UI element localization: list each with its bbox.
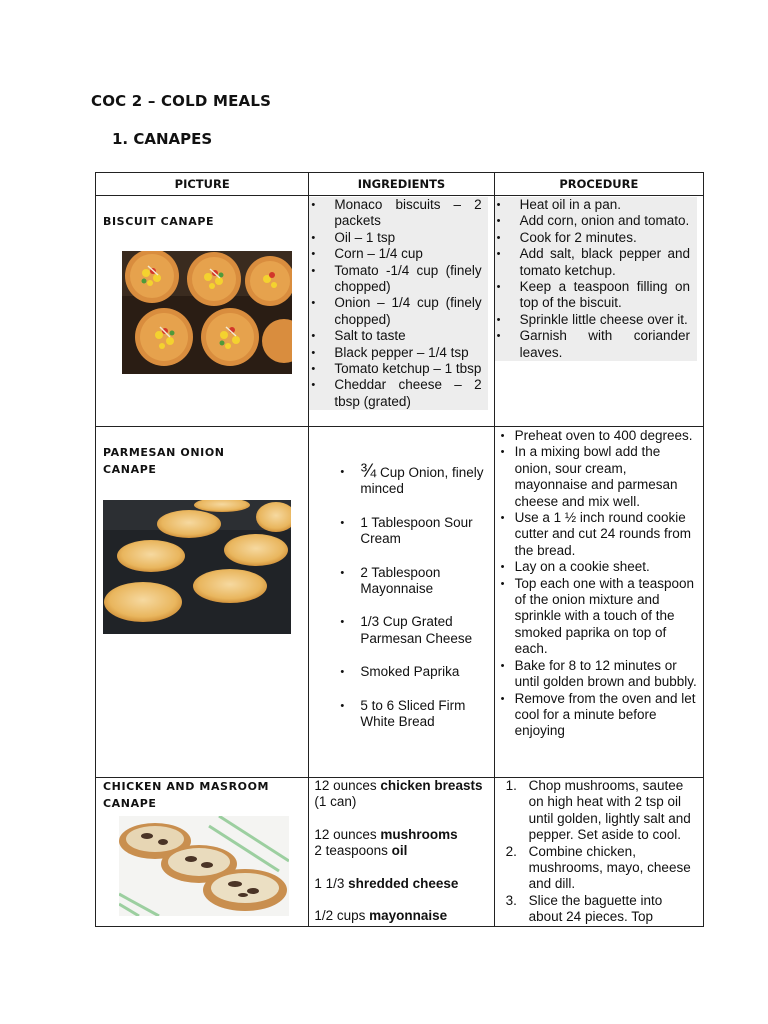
ingredient-item: • Smoked Paprika [309, 664, 493, 680]
procedure-step: • Remove from the oven and let cool for a minute before enjoying [495, 691, 703, 740]
column-header-procedure: PROCEDURE [494, 173, 703, 196]
dish-name: CHICKEN AND MASROOM CANAPE [103, 780, 270, 810]
ingredient-item: 2 teaspoons oil [314, 843, 408, 859]
procedure-step: 2. Combine chicken, mushrooms, mayo, cheese and dill. [505, 843, 691, 892]
procedure-step: • Top each one with a teaspoon of the onion mixture and sprinkle with a touch of the smoked paprika on top of each. [495, 576, 703, 658]
column-header-picture: PICTURE [96, 173, 309, 196]
ingredient-item: 12 ounces mushrooms [314, 826, 458, 842]
ingredient-item: • Black pepper – 1/4 tsp [309, 345, 487, 361]
ingredient-item: • ¾ Cup Onion, finely minced [309, 464, 493, 498]
ingredients-cell [309, 778, 494, 927]
procedure-step: • Bake for 8 to 12 minutes or until golden brown and bubbly. [495, 658, 703, 691]
ingredient-item: 12 ounces chicken breasts (1 can) [314, 778, 483, 810]
procedure-step: • Add salt, black pepper and tomato ketchup. [495, 246, 697, 279]
ingredient-item: • Onion – 1/4 cup (finely chopped) [309, 295, 487, 328]
dish-name: BISCUIT CANAPE [103, 215, 215, 228]
ingredient-item: • 1/3 Cup Grated Parmesan Cheese [309, 614, 493, 647]
table-row [96, 427, 704, 778]
ingredient-item: • Cheddar cheese – 2 tbsp (grated) [309, 377, 487, 410]
procedure-cell [494, 196, 703, 427]
ingredient-item: • Tomato -1/4 cup (finely chopped) [309, 263, 487, 296]
procedure-step: • In a mixing bowl add the onion, sour cream, mayonnaise and parmesan cheese and mix well. [495, 444, 703, 510]
ingredient-item: • Salt to taste [309, 328, 487, 344]
column-header-ingredients: INGREDIENTS [309, 173, 494, 196]
procedure-cell [494, 778, 703, 927]
picture-cell [96, 196, 309, 427]
procedure-step: • Use a 1 ½ inch round cookie cutter and cut 24 rounds from the bread. [495, 510, 703, 559]
ingredient-item: • Oil – 1 tsp [309, 230, 487, 246]
chicken-mushroom-canape-photo [119, 816, 289, 916]
procedure-step: • Keep a teaspoon filling on top of the biscuit. [495, 279, 697, 312]
section-heading: 1. CANAPES [112, 130, 213, 148]
procedure-step: • Add corn, onion and tomato. [495, 213, 697, 229]
picture-cell [96, 778, 309, 927]
procedure-step: • Preheat oven to 400 degrees. [495, 428, 703, 444]
document-title: COC 2 – COLD MEALS [91, 92, 272, 110]
procedure-step: • Lay on a cookie sheet. [495, 559, 703, 575]
procedure-step: 1. Chop mushrooms, sautee on high heat with 2 tsp oil until golden, lightly salt and pepper. Set aside to cool. [505, 778, 691, 843]
procedure-step: • Cook for 2 minutes. [495, 230, 697, 246]
procedure-cell [494, 427, 703, 778]
ingredient-item: 1/2 cups mayonnaise [314, 908, 448, 924]
procedure-step: • Heat oil in a pan. [495, 197, 697, 213]
ingredients-cell [309, 427, 494, 778]
dish-name: PARMESAN ONION CANAPE [103, 446, 225, 476]
ingredient-item: • 1 Tablespoon Sour Cream [309, 515, 493, 548]
ingredients-cell [309, 196, 494, 427]
biscuit-canape-photo [122, 251, 292, 374]
ingredient-item: • Monaco biscuits – 2 packets [309, 197, 487, 230]
ingredient-item: • 2 Tablespoon Mayonnaise [309, 565, 493, 598]
ingredient-item: • Tomato ketchup – 1 tbsp [309, 361, 487, 377]
procedure-step: • Garnish with coriander leaves. [495, 328, 697, 361]
table-row [96, 778, 704, 927]
procedure-step: 3. Slice the baguette into about 24 pieces. Top [505, 892, 663, 925]
picture-cell [96, 427, 309, 778]
ingredient-item: 1 1/3 shredded cheese [314, 875, 459, 891]
parmesan-onion-canape-photo [103, 500, 291, 634]
procedure-step: • Sprinkle little cheese over it. [495, 312, 697, 328]
table-header-row [96, 173, 704, 196]
ingredient-item: • 5 to 6 Sliced Firm White Bread [309, 698, 493, 731]
table-row [96, 196, 704, 427]
recipes-table [95, 172, 704, 927]
ingredient-item: • Corn – 1/4 cup [309, 246, 487, 262]
